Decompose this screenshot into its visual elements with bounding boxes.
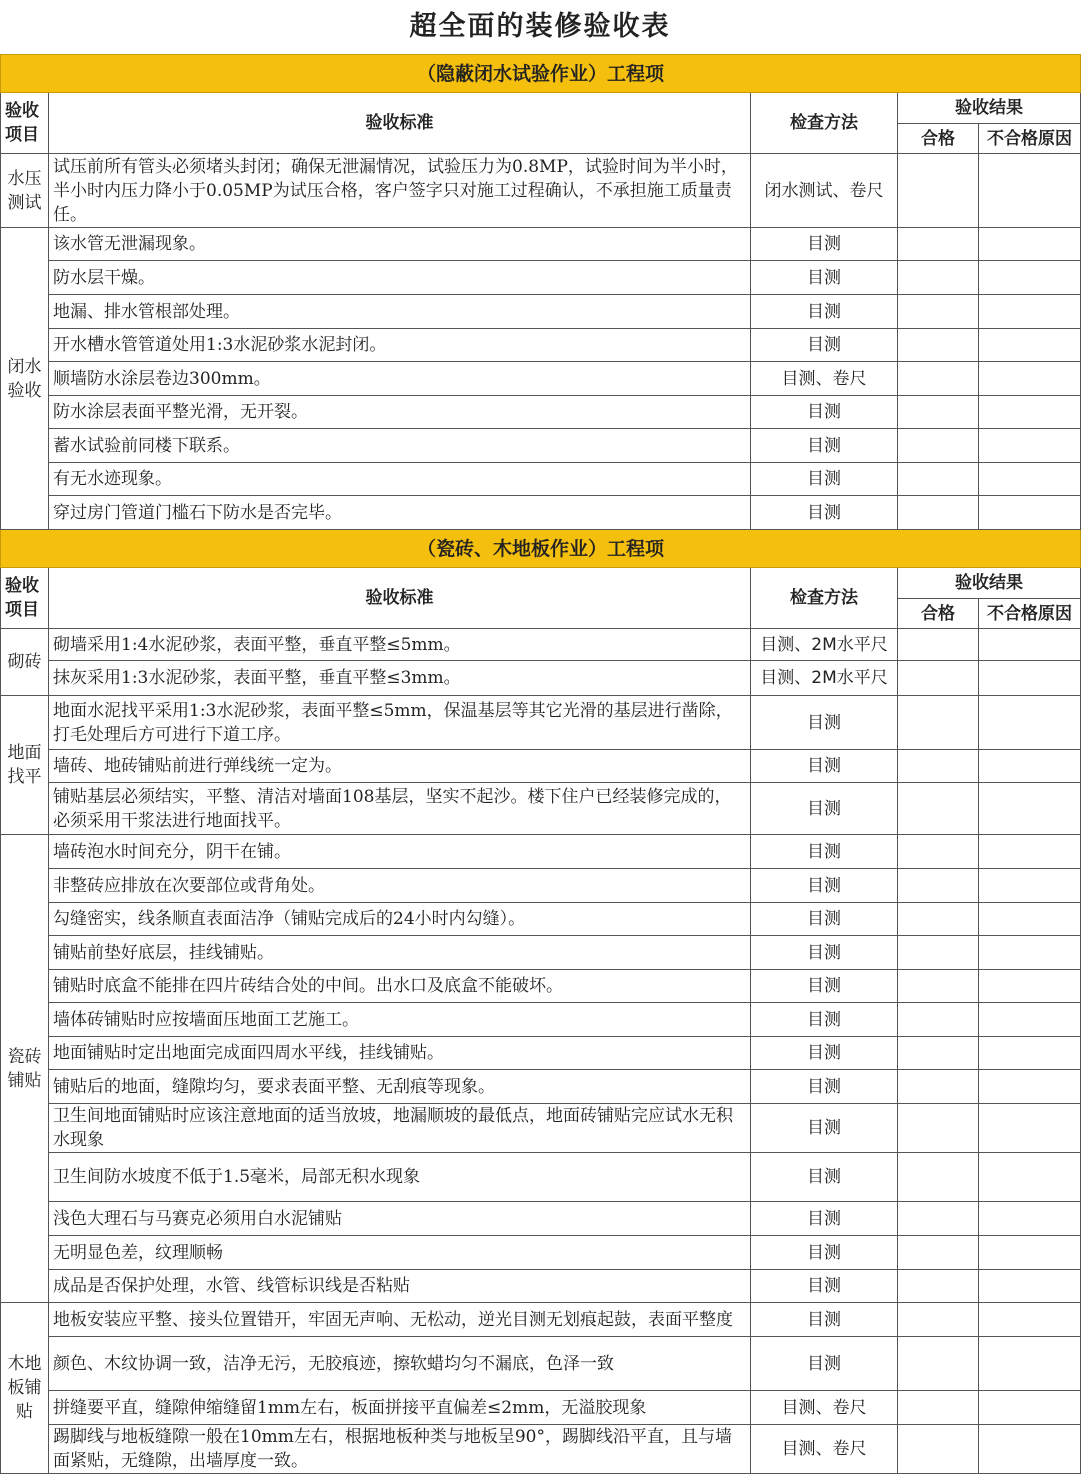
standard-cell: 拼缝要平直，缝隙伸缩缝留1mm左右，板面拼接平直偏差≤2mm，无溢胶现象 [49,1391,751,1425]
pass-cell[interactable] [898,783,979,835]
standard-cell: 防水层干燥。 [49,261,751,295]
standard-cell: 非整砖应排放在次要部位或背角处。 [49,869,751,903]
fail-reason-cell[interactable] [979,1391,1081,1425]
pass-cell[interactable] [898,1202,979,1236]
pass-cell[interactable] [898,362,979,396]
table-row [1,1425,1081,1474]
method-cell: 目测 [751,750,898,783]
header-result: 验收结果 [898,93,1081,124]
fail-reason-cell[interactable] [979,1003,1081,1037]
fail-reason-cell[interactable] [979,1303,1081,1337]
header-item: 验收项目 [1,93,49,154]
fail-reason-cell[interactable] [979,329,1081,362]
pass-cell[interactable] [898,261,979,295]
section-header-row [1,530,1081,568]
inspection-table [0,54,1081,1474]
pass-cell[interactable] [898,1070,979,1104]
table-row [1,496,1081,530]
method-cell: 目测 [751,1270,898,1303]
table-row [1,429,1081,463]
standard-cell: 勾缝密实，线条顺直表面洁净（铺贴完成后的24小时内勾缝）。 [49,903,751,936]
pass-cell[interactable] [898,1236,979,1270]
pass-cell[interactable] [898,1391,979,1425]
table-row [1,1153,1081,1202]
fail-reason-cell[interactable] [979,1037,1081,1070]
header-item: 验收项目 [1,568,49,629]
fail-reason-cell[interactable] [979,750,1081,783]
standard-cell: 地板安装应平整、接头位置错开，牢固无声响、无松动，逆光目测无划痕起鼓，表面平整度 [49,1303,751,1337]
fail-reason-cell[interactable] [979,362,1081,396]
standard-cell: 穿过房门管道门槛石下防水是否完毕。 [49,496,751,530]
fail-reason-cell[interactable] [979,629,1081,661]
table-row [1,1337,1081,1391]
pass-cell[interactable] [898,835,979,869]
standard-cell: 墙体砖铺贴时应按墙面压地面工艺施工。 [49,1003,751,1037]
fail-reason-cell[interactable] [979,783,1081,835]
header-method: 检查方法 [751,93,898,154]
table-row [1,696,1081,750]
pass-cell[interactable] [898,496,979,530]
table-row [1,1303,1081,1337]
fail-reason-cell[interactable] [979,396,1081,429]
standard-cell: 蓄水试验前同楼下联系。 [49,429,751,463]
method-cell: 目测 [751,1104,898,1153]
fail-reason-cell[interactable] [979,261,1081,295]
method-cell: 目测、卷尺 [751,362,898,396]
fail-reason-cell[interactable] [979,1104,1081,1153]
standard-cell: 铺贴基层必须结实，平整、清洁对墙面108基层，坚实不起沙。楼下住户已经装修完成的，必须采用干浆法进行地面找平。 [49,783,751,835]
method-cell: 目测 [751,1337,898,1391]
fail-reason-cell[interactable] [979,970,1081,1003]
column-header-row [1,93,1081,124]
fail-reason-cell[interactable] [979,1202,1081,1236]
table-row [1,835,1081,869]
method-cell: 目测 [751,783,898,835]
method-cell: 目测 [751,261,898,295]
table-row [1,903,1081,936]
method-cell: 目测 [751,1202,898,1236]
category-cell: 地面找平 [1,696,49,835]
pass-cell[interactable] [898,970,979,1003]
pass-cell[interactable] [898,463,979,496]
method-cell: 目测 [751,936,898,970]
pass-cell[interactable] [898,1037,979,1070]
pass-cell[interactable] [898,629,979,661]
table-row [1,970,1081,1003]
table-row [1,1104,1081,1153]
method-cell: 目测 [751,696,898,750]
pass-cell[interactable] [898,1003,979,1037]
table-row [1,396,1081,429]
section-header-row [1,55,1081,93]
category-cell: 闭水验收 [1,228,49,530]
category-cell: 木地板铺贴 [1,1303,49,1474]
fail-reason-cell[interactable] [979,1270,1081,1303]
standard-cell: 防水涂层表面平整光滑，无开裂。 [49,396,751,429]
category-cell: 砌砖 [1,629,49,696]
method-cell: 目测、卷尺 [751,1425,898,1474]
page-title: 超全面的装修验收表 [409,11,671,42]
header-method: 检查方法 [751,568,898,629]
header-pass: 合格 [898,124,979,154]
standard-cell: 踢脚线与地板缝隙一般在10mm左右，根据地板种类与地板呈90°，踢脚线沿平直，且与墙面紧贴，无缝隙，出墙厚度一致。 [49,1425,751,1474]
method-cell: 目测 [751,496,898,530]
table-row [1,1037,1081,1070]
standard-cell: 浅色大理石与马赛克必须用白水泥铺贴 [49,1202,751,1236]
fail-reason-cell[interactable] [979,154,1081,228]
fail-reason-cell[interactable] [979,1070,1081,1104]
pass-cell[interactable] [898,750,979,783]
table-row [1,1070,1081,1104]
standard-cell: 开水槽水管管道处用1:3水泥砂浆水泥封闭。 [49,329,751,362]
fail-reason-cell[interactable] [979,1236,1081,1270]
table-row [1,1202,1081,1236]
fail-reason-cell[interactable] [979,228,1081,261]
standard-cell: 卫生间防水坡度不低于1.5毫米，局部无积水现象 [49,1153,751,1202]
table-row [1,228,1081,261]
pass-cell[interactable] [898,154,979,228]
header-standard: 验收标准 [49,93,751,154]
table-row [1,362,1081,396]
pass-cell[interactable] [898,228,979,261]
standard-cell: 地面水泥找平采用1:3水泥砂浆，表面平整≤5mm，保温基层等其它光滑的基层进行凿除，打毛处理后方可进行下道工序。 [49,696,751,750]
fail-reason-cell[interactable] [979,869,1081,903]
pass-cell[interactable] [898,429,979,463]
standard-cell: 墙砖泡水时间充分，阴干在铺。 [49,835,751,869]
table-row [1,869,1081,903]
table-row [1,661,1081,696]
fail-reason-cell[interactable] [979,295,1081,329]
fail-reason-cell[interactable] [979,1153,1081,1202]
section-title: （瓷砖、木地板作业）工程项 [1,530,1081,568]
standard-cell: 铺贴时底盒不能排在四片砖结合处的中间。出水口及底盒不能破坏。 [49,970,751,1003]
pass-cell[interactable] [898,1303,979,1337]
standard-cell: 顺墙防水涂层卷边300mm。 [49,362,751,396]
header-fail-reason: 不合格原因 [979,599,1081,629]
fail-reason-cell[interactable] [979,1425,1081,1474]
table-row [1,1270,1081,1303]
table-row [1,783,1081,835]
fail-reason-cell[interactable] [979,496,1081,530]
method-cell: 目测 [751,970,898,1003]
table-row [1,629,1081,661]
table-row [1,329,1081,362]
pass-cell[interactable] [898,661,979,696]
fail-reason-cell[interactable] [979,1337,1081,1391]
fail-reason-cell[interactable] [979,903,1081,936]
category-cell: 瓷砖铺贴 [1,835,49,1303]
table-row [1,261,1081,295]
method-cell: 目测、卷尺 [751,1391,898,1425]
fail-reason-cell[interactable] [979,463,1081,496]
header-standard: 验收标准 [49,568,751,629]
table-row [1,295,1081,329]
pass-cell[interactable] [898,295,979,329]
method-cell: 目测 [751,295,898,329]
header-pass: 合格 [898,599,979,629]
category-cell: 水压测试 [1,154,49,228]
method-cell: 目测 [751,329,898,362]
standard-cell: 有无水迹现象。 [49,463,751,496]
standard-cell: 无明显色差，纹理顺畅 [49,1236,751,1270]
pass-cell[interactable] [898,329,979,362]
method-cell: 目测 [751,1037,898,1070]
method-cell: 目测 [751,1303,898,1337]
standard-cell: 成品是否保护处理，水管、线管标识线是否粘贴 [49,1270,751,1303]
method-cell: 目测 [751,835,898,869]
header-result: 验收结果 [898,568,1081,599]
method-cell: 目测 [751,1153,898,1202]
pass-cell[interactable] [898,903,979,936]
standard-cell: 地面铺贴时定出地面完成面四周水平线，挂线铺贴。 [49,1037,751,1070]
fail-reason-cell[interactable] [979,429,1081,463]
pass-cell[interactable] [898,869,979,903]
table-row [1,1236,1081,1270]
method-cell: 目测、2M水平尺 [751,629,898,661]
fail-reason-cell[interactable] [979,835,1081,869]
table-row [1,936,1081,970]
method-cell: 目测 [751,396,898,429]
pass-cell[interactable] [898,1337,979,1391]
method-cell: 目测 [751,869,898,903]
table-row [1,750,1081,783]
table-row [1,154,1081,228]
column-header-row [1,568,1081,599]
method-cell: 目测、2M水平尺 [751,661,898,696]
pass-cell[interactable] [898,396,979,429]
standard-cell: 试压前所有管头必须堵头封闭；确保无泄漏情况，试验压力为0.8MP，试验时间为半小时，半小时内压力降小于0.05MP为试压合格，客户签字只对施工过程确认，不承担施工质量责任。 [49,154,751,228]
method-cell: 目测 [751,429,898,463]
table-row [1,463,1081,496]
method-cell: 目测 [751,228,898,261]
standard-cell: 卫生间地面铺贴时应该注意地面的适当放坡，地漏顺坡的最低点，地面砖铺贴完应试水无积水现象 [49,1104,751,1153]
pass-cell[interactable] [898,696,979,750]
standard-cell: 墙砖、地砖铺贴前进行弹线统一定为。 [49,750,751,783]
method-cell: 目测 [751,1070,898,1104]
standard-cell: 砌墙采用1:4水泥砂浆，表面平整，垂直平整≤5mm。 [49,629,751,661]
standard-cell: 地漏、排水管根部处理。 [49,295,751,329]
method-cell: 目测 [751,463,898,496]
method-cell: 目测 [751,1003,898,1037]
table-row [1,1003,1081,1037]
method-cell: 目测 [751,903,898,936]
standard-cell: 铺贴后的地面，缝隙均匀，要求表面平整、无刮痕等现象。 [49,1070,751,1104]
method-cell: 目测 [751,1236,898,1270]
pass-cell[interactable] [898,1153,979,1202]
pass-cell[interactable] [898,1104,979,1153]
standard-cell: 该水管无泄漏现象。 [49,228,751,261]
pass-cell[interactable] [898,936,979,970]
section-title: （隐蔽闭水试验作业）工程项 [1,55,1081,93]
fail-reason-cell[interactable] [979,696,1081,750]
pass-cell[interactable] [898,1270,979,1303]
standard-cell: 铺贴前垫好底层，挂线铺贴。 [49,936,751,970]
header-fail-reason: 不合格原因 [979,124,1081,154]
standard-cell: 颜色、木纹协调一致，洁净无污，无胶痕迹，擦软蜡均匀不漏底，色泽一致 [49,1337,751,1391]
table-row [1,1391,1081,1425]
fail-reason-cell[interactable] [979,936,1081,970]
fail-reason-cell[interactable] [979,661,1081,696]
method-cell: 闭水测试、卷尺 [751,154,898,228]
pass-cell[interactable] [898,1425,979,1474]
standard-cell: 抹灰采用1:3水泥砂浆，表面平整，垂直平整≤3mm。 [49,661,751,696]
